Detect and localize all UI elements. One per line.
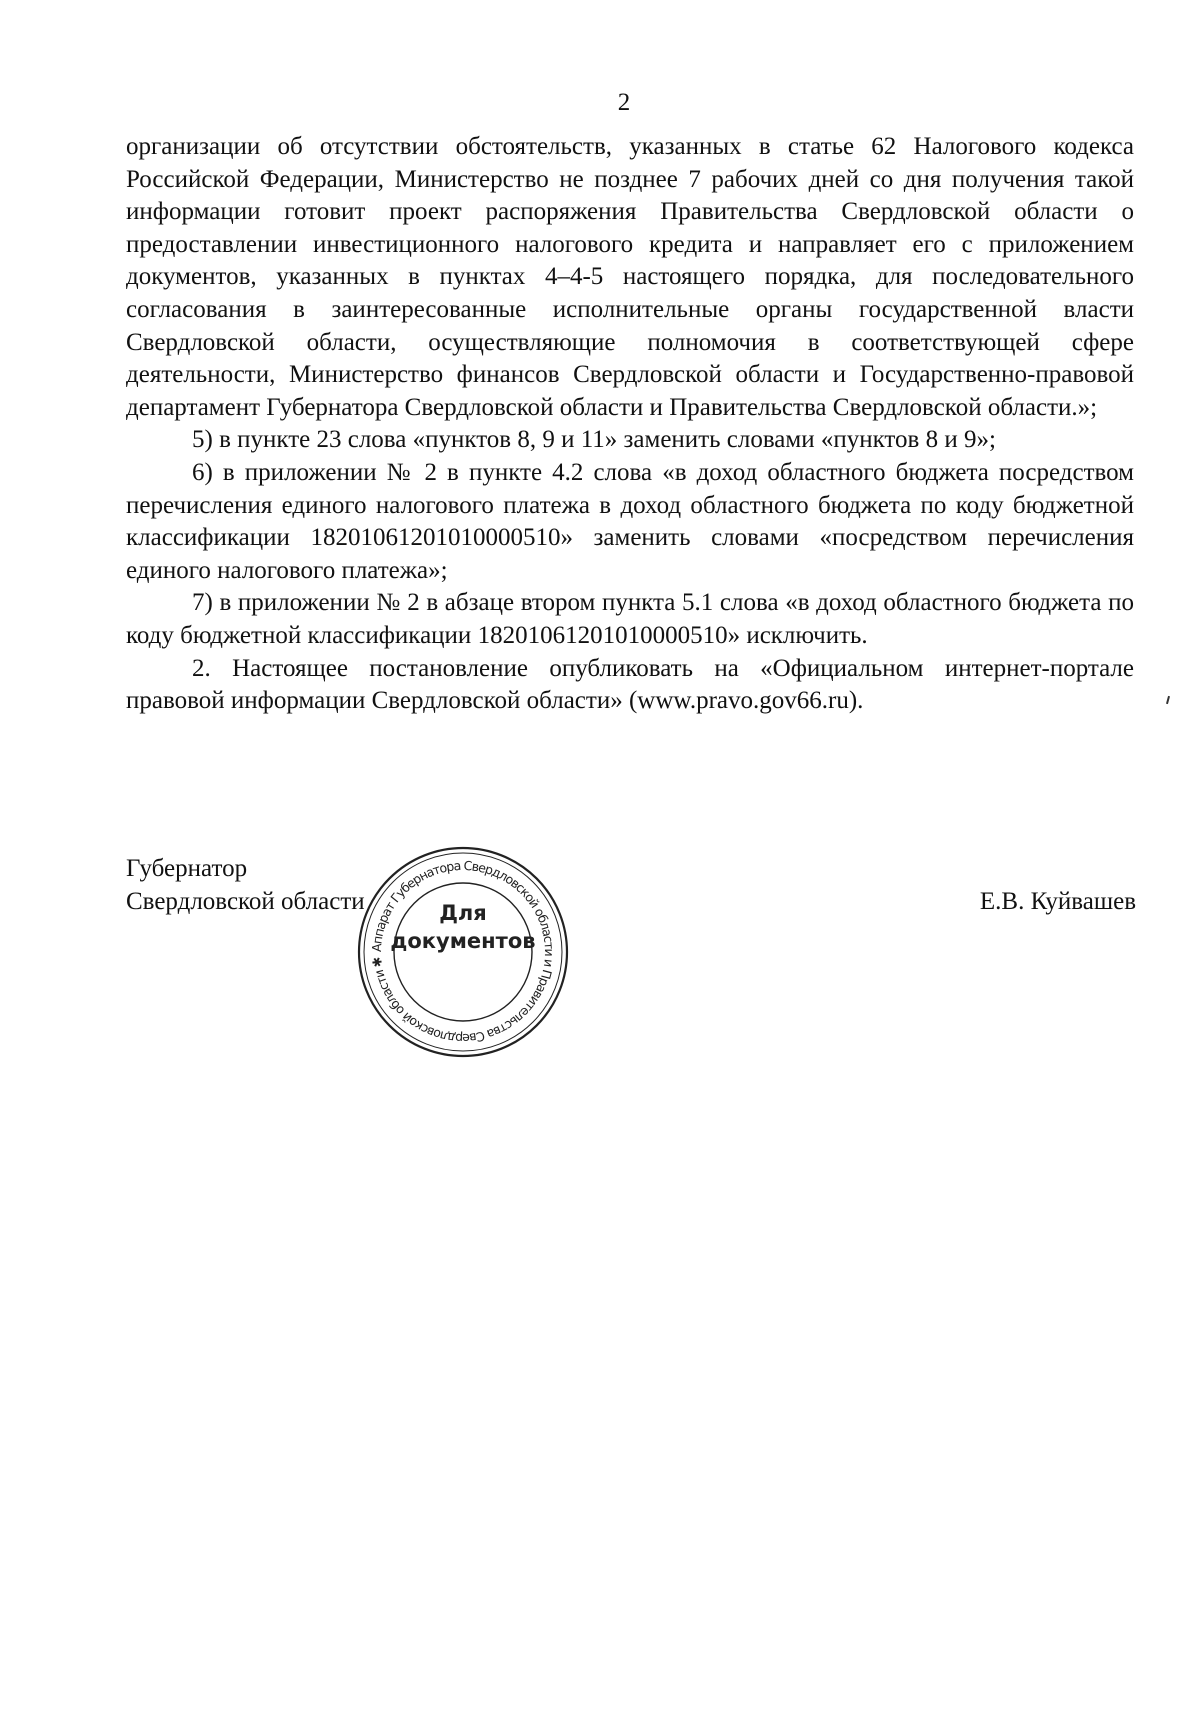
paragraph-item-6: 6) в приложении № 2 в пункте 4.2 слова «в доход областного бюджета посредством перечисления единого налогового платежа в доход областного бюджета по коду бюджетной классификации 18201061201010000510» заменить словами «посредством перечисления единого налогового платежа»;	[126, 458, 1134, 584]
stamp-ring-text: Аппарат Губернатора Свердловской области и Правительства Свердловской области ✱	[368, 857, 558, 1047]
document-body	[126, 131, 1134, 718]
margin-mark	[1166, 696, 1170, 704]
signatory-title-line2: Свердловской области	[126, 887, 365, 915]
signatory-name: Е.В. Куйвашев	[979, 888, 1136, 915]
paragraph-publication: 2. Настоящее постановление опубликовать на «Официальном интернет-портале правовой информации Свердловской области» (www.pravo.gov66.ru).	[126, 654, 1134, 715]
paragraph-continuation: организации об отсутствии обстоятельств, указанных в статье 62 Налогового кодекса Российской Федерации, Министерство не позднее 7 рабочих дней со дня получения такой информации готовит проект распоряжения Правительства Свердловской области о предоставлении инвестиционного налогового кредита и направляет его с приложением документов, указанных в пунктах 4–4-5 настоящего порядка, для последовательного согласования в заинтересованные исполнительные органы государственной власти Свердловской области, осуществляющие полномочия в соответствующей сфере деятельности, Министерство финансов Свердловской области и Государственно-правовой департамент Губернатора Свердловской области и Правительства Свердловской области.»;	[126, 133, 1134, 421]
stamp-center-line1: Для	[439, 901, 487, 925]
paragraph-item-7: 7) в приложении № 2 в абзаце втором пункта 5.1 слова «в доход областного бюджета по коду бюджетной классификации 18201061201010000510» исключить.	[126, 589, 1134, 649]
official-stamp	[356, 845, 570, 1059]
signatory-title-line1: Губернатор	[126, 855, 248, 882]
page-number: 2	[617, 89, 631, 116]
paragraph-item-5: 5) в пункте 23 слова «пунктов 8, 9 и 11» заменить словами «пунктов 8 и 9»;	[192, 426, 996, 454]
stamp-center-line2: документов	[390, 929, 536, 953]
signature-block	[126, 853, 365, 918]
